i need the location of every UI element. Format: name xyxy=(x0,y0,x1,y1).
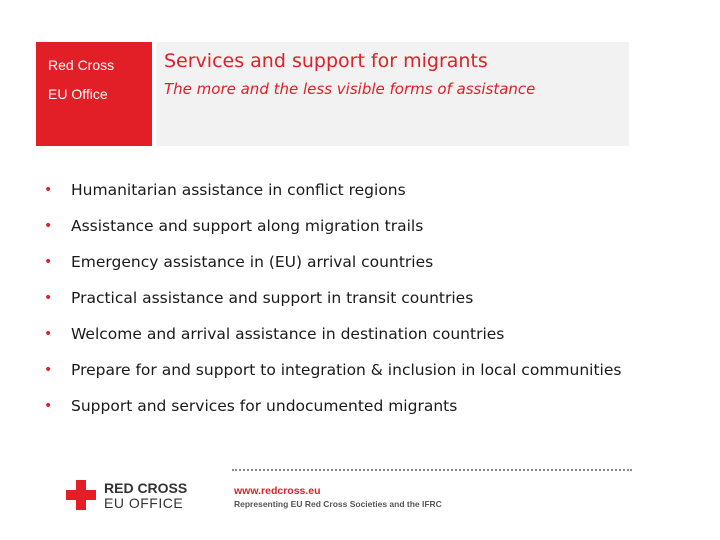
bullet-text: Prepare for and support to integration & inclusion in local communities xyxy=(71,361,622,379)
bullet-icon: • xyxy=(44,182,53,198)
bullet-text: Welcome and arrival assistance in destination countries xyxy=(71,325,505,343)
bullet-item xyxy=(44,357,621,393)
bullet-item xyxy=(44,393,621,429)
bullet-text: Assistance and support along migration trails xyxy=(71,217,424,235)
bullet-item xyxy=(44,213,621,249)
bullet-icon: • xyxy=(44,362,53,378)
footer-divider xyxy=(232,469,632,471)
org-label-box xyxy=(36,42,152,146)
bullet-text: Emergency assistance in (EU) arrival countries xyxy=(71,253,434,271)
red-cross-icon xyxy=(66,480,96,510)
bullet-icon: • xyxy=(44,290,53,306)
footer-url[interactable]: www.redcross.eu xyxy=(234,485,321,497)
bullet-icon: • xyxy=(44,254,53,270)
slide-subtitle: The more and the less visible forms of assistance xyxy=(164,80,536,98)
bullet-item xyxy=(44,249,621,285)
slide-title: Services and support for migrants xyxy=(164,50,488,72)
bullet-text: Practical assistance and support in transit countries xyxy=(71,289,474,307)
bullet-item xyxy=(44,285,621,321)
bullet-list xyxy=(44,177,621,429)
bullet-text: Support and services for undocumented migrants xyxy=(71,397,458,415)
footer-tagline: Representing EU Red Cross Societies and the IFRC xyxy=(234,499,442,509)
logo-line1: RED CROSS xyxy=(104,480,188,496)
bullet-icon: • xyxy=(44,218,53,234)
title-box xyxy=(156,42,629,146)
logo-line2: EU OFFICE xyxy=(104,495,184,511)
bullet-item xyxy=(44,177,621,213)
bullet-item xyxy=(44,321,621,357)
org-label-line2: EU Office xyxy=(48,86,108,102)
bullet-text: Humanitarian assistance in conflict regions xyxy=(71,181,406,199)
org-label-line1: Red Cross xyxy=(48,57,115,73)
bullet-icon: • xyxy=(44,398,53,414)
logo-wordmark xyxy=(104,481,187,511)
bullet-icon: • xyxy=(44,326,53,342)
